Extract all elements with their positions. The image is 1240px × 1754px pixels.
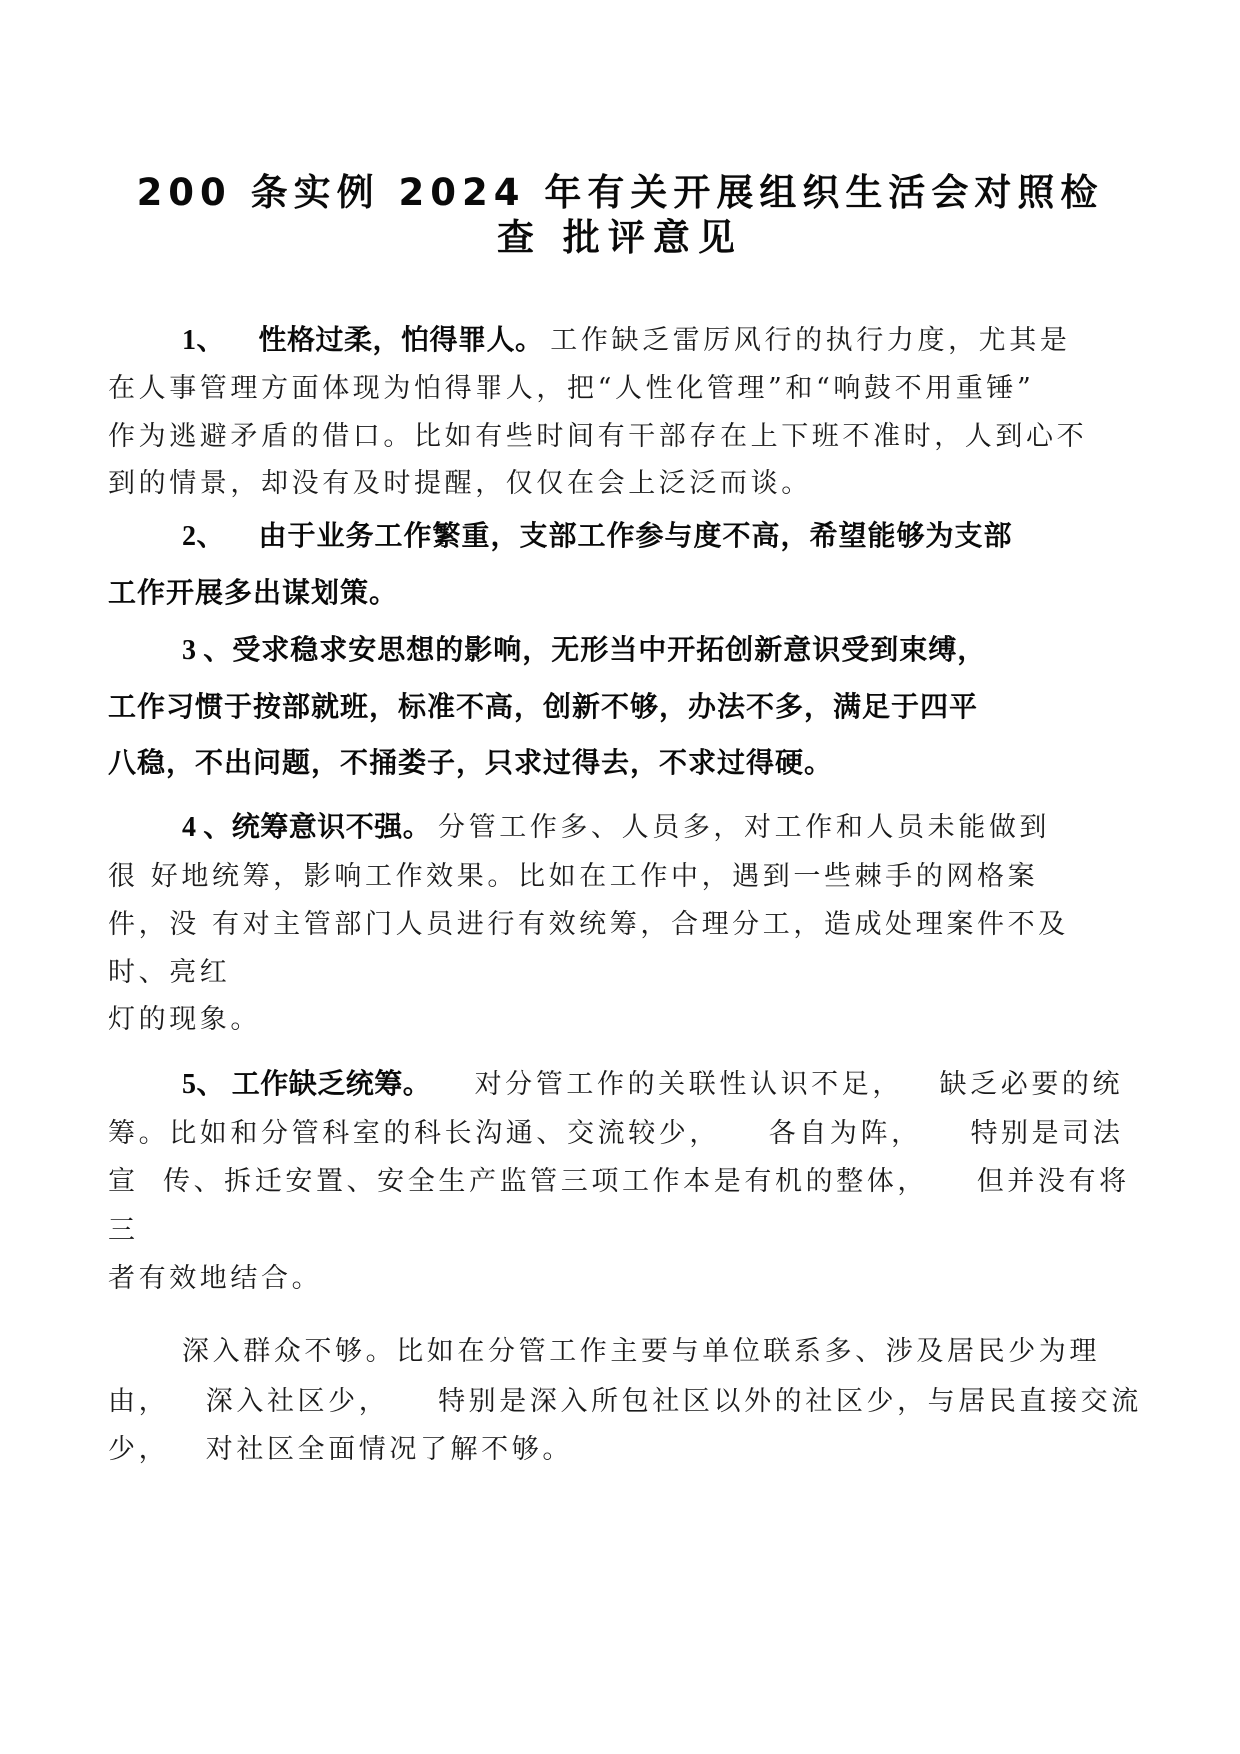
item-3-heading-line-3: 八稳，不出问题，不捅娄子，只求过得去，不求过得硬。	[108, 747, 834, 778]
item-2-first-line	[182, 514, 1013, 554]
item-5-text-line-3: 宣 传、拆迁安置、安全生产监管三项工作本是有机的整体， 但并没有将	[108, 1166, 1130, 1197]
item-4-text-line-5: 灯的现象。	[108, 1004, 261, 1035]
document-title-line-1: 200 条实例 2024 年有关开展组织生活会对照检	[136, 171, 1104, 214]
item-3-number: 3	[182, 635, 197, 666]
item-5-text-line-1: 对分管工作的关联性认识不足， 缺乏必要的统	[438, 1069, 1124, 1100]
item-6-text-line-1: 深入群众不够。比如在分管工作主要与单位联系多、涉及居民少为理	[182, 1336, 1100, 1367]
item-4-heading: 、统筹意识不强。	[203, 811, 432, 842]
item-5-text-line-4: 三	[108, 1215, 139, 1246]
item-1-first-line	[182, 318, 1070, 358]
item-4-first-line	[182, 805, 1050, 845]
item-4-text-line-1: 分管工作多、人员多，对工作和人员未能做到	[438, 812, 1051, 843]
item-2-number: 2、	[182, 521, 226, 552]
item-1-text-line-4: 到的情景，却没有及时提醒，仅仅在会上泛泛而谈。	[108, 468, 812, 499]
document-title-line-2: 查 批评意见	[497, 216, 743, 259]
item-4-text-line-4: 时、亮红	[108, 957, 231, 988]
item-5-text-line-2: 筹。比如和分管科室的科长沟通、交流较少， 各自为阵， 特别是司法	[108, 1118, 1124, 1149]
item-5-first-line	[182, 1062, 1123, 1102]
item-5-heading: 工作缺乏统筹。	[231, 1068, 432, 1099]
item-1-heading: 性格过柔，怕得罪人。	[258, 324, 544, 355]
item-2-heading-line-2: 工作开展多出谋划策。	[108, 577, 399, 608]
item-4-text-line-2: 很 好地统筹，影响工作效果。比如在工作中，遇到一些棘手的网格案	[108, 861, 1039, 892]
item-5-number: 5、	[182, 1069, 226, 1100]
item-6-text-line-2: 由， 深入社区少， 特别是深入所包社区以外的社区少，与居民直接交流	[108, 1386, 1142, 1417]
item-5-text-line-5: 者有效地结合。	[108, 1263, 323, 1294]
item-1-number: 1、	[182, 325, 226, 356]
item-3-heading-line-1: 、受求稳求安思想的影响，无形当中开拓创新意识受到束缚，	[203, 634, 987, 665]
item-2-heading-line-1: 由于业务工作繁重，支部工作参与度不高，希望能够为支部	[258, 520, 1013, 551]
item-1-text-line-1: 工作缺乏雷厉风行的执行力度，尤其是	[550, 325, 1071, 356]
item-6-text-line-3: 少， 对社区全面情况了解不够。	[108, 1434, 573, 1465]
item-3-first-line	[182, 628, 986, 668]
item-1-text-line-3: 作为逃避矛盾的借口。比如有些时间有干部存在上下班不准时，人到心不	[108, 421, 1088, 452]
item-1-text-line-2: 在人事管理方面体现为怕得罪人，把“人性化管理”和“响鼓不用重锤”	[108, 373, 1035, 404]
item-3-heading-line-2: 工作习惯于按部就班，标准不高，创新不够，办法不多，满足于四平	[108, 691, 979, 722]
item-4-number: 4	[182, 812, 197, 843]
item-4-text-line-3: 件，没 有对主管部门人员进行有效统筹，合理分工，造成处理案件不及	[108, 909, 1069, 940]
